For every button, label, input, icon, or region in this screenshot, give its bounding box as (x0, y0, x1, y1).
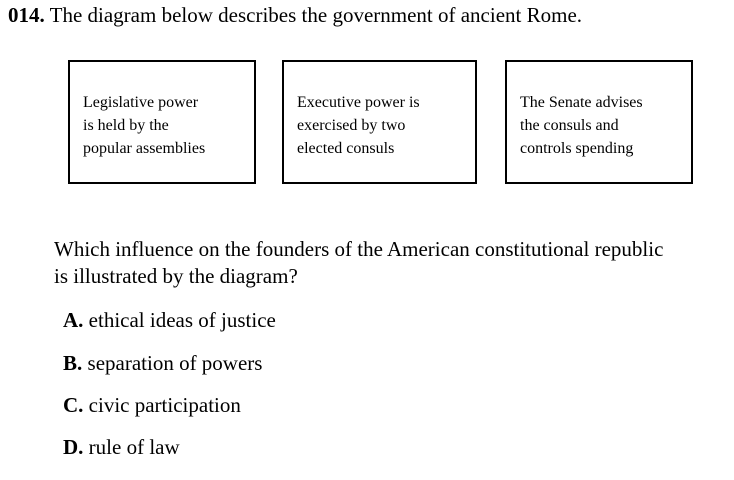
choice-text: ethical ideas of justice (88, 308, 276, 332)
box-text-line: is held by the (83, 117, 169, 134)
box-text-line: controls spending (520, 140, 634, 157)
box-text-line: exercised by two (297, 117, 406, 134)
box-text-line: the consuls and (520, 117, 619, 134)
answer-choice-d[interactable] (63, 434, 180, 460)
choice-letter: D. (63, 435, 84, 459)
question-stem: The diagram below describes the government of ancient Rome. (49, 3, 583, 27)
box-text-line: elected consuls (297, 140, 395, 157)
prompt-line: is illustrated by the diagram? (54, 264, 298, 288)
box-text-line: Executive power is (297, 94, 420, 111)
diagram-box-senate (505, 60, 693, 184)
choice-letter: C. (63, 393, 84, 417)
question-number: 014. (8, 3, 45, 27)
box-text-line: The Senate advises (520, 94, 643, 111)
choice-letter: A. (63, 308, 84, 332)
box-text-line: popular assemblies (83, 140, 206, 157)
prompt-line: Which influence on the founders of the American constitutional republic (54, 237, 664, 261)
answer-choice-b[interactable] (63, 350, 262, 376)
box-text-line: Legislative power (83, 94, 199, 111)
choice-text: separation of powers (87, 351, 263, 375)
question-prompt (54, 236, 663, 290)
diagram-box-executive (282, 60, 477, 184)
question-header (8, 2, 582, 28)
choice-text: rule of law (88, 435, 180, 459)
answer-choice-c[interactable] (63, 392, 241, 418)
diagram-box-legislative (68, 60, 256, 184)
choice-letter: B. (63, 351, 83, 375)
choice-text: civic participation (88, 393, 241, 417)
answer-choice-a[interactable] (63, 307, 276, 333)
